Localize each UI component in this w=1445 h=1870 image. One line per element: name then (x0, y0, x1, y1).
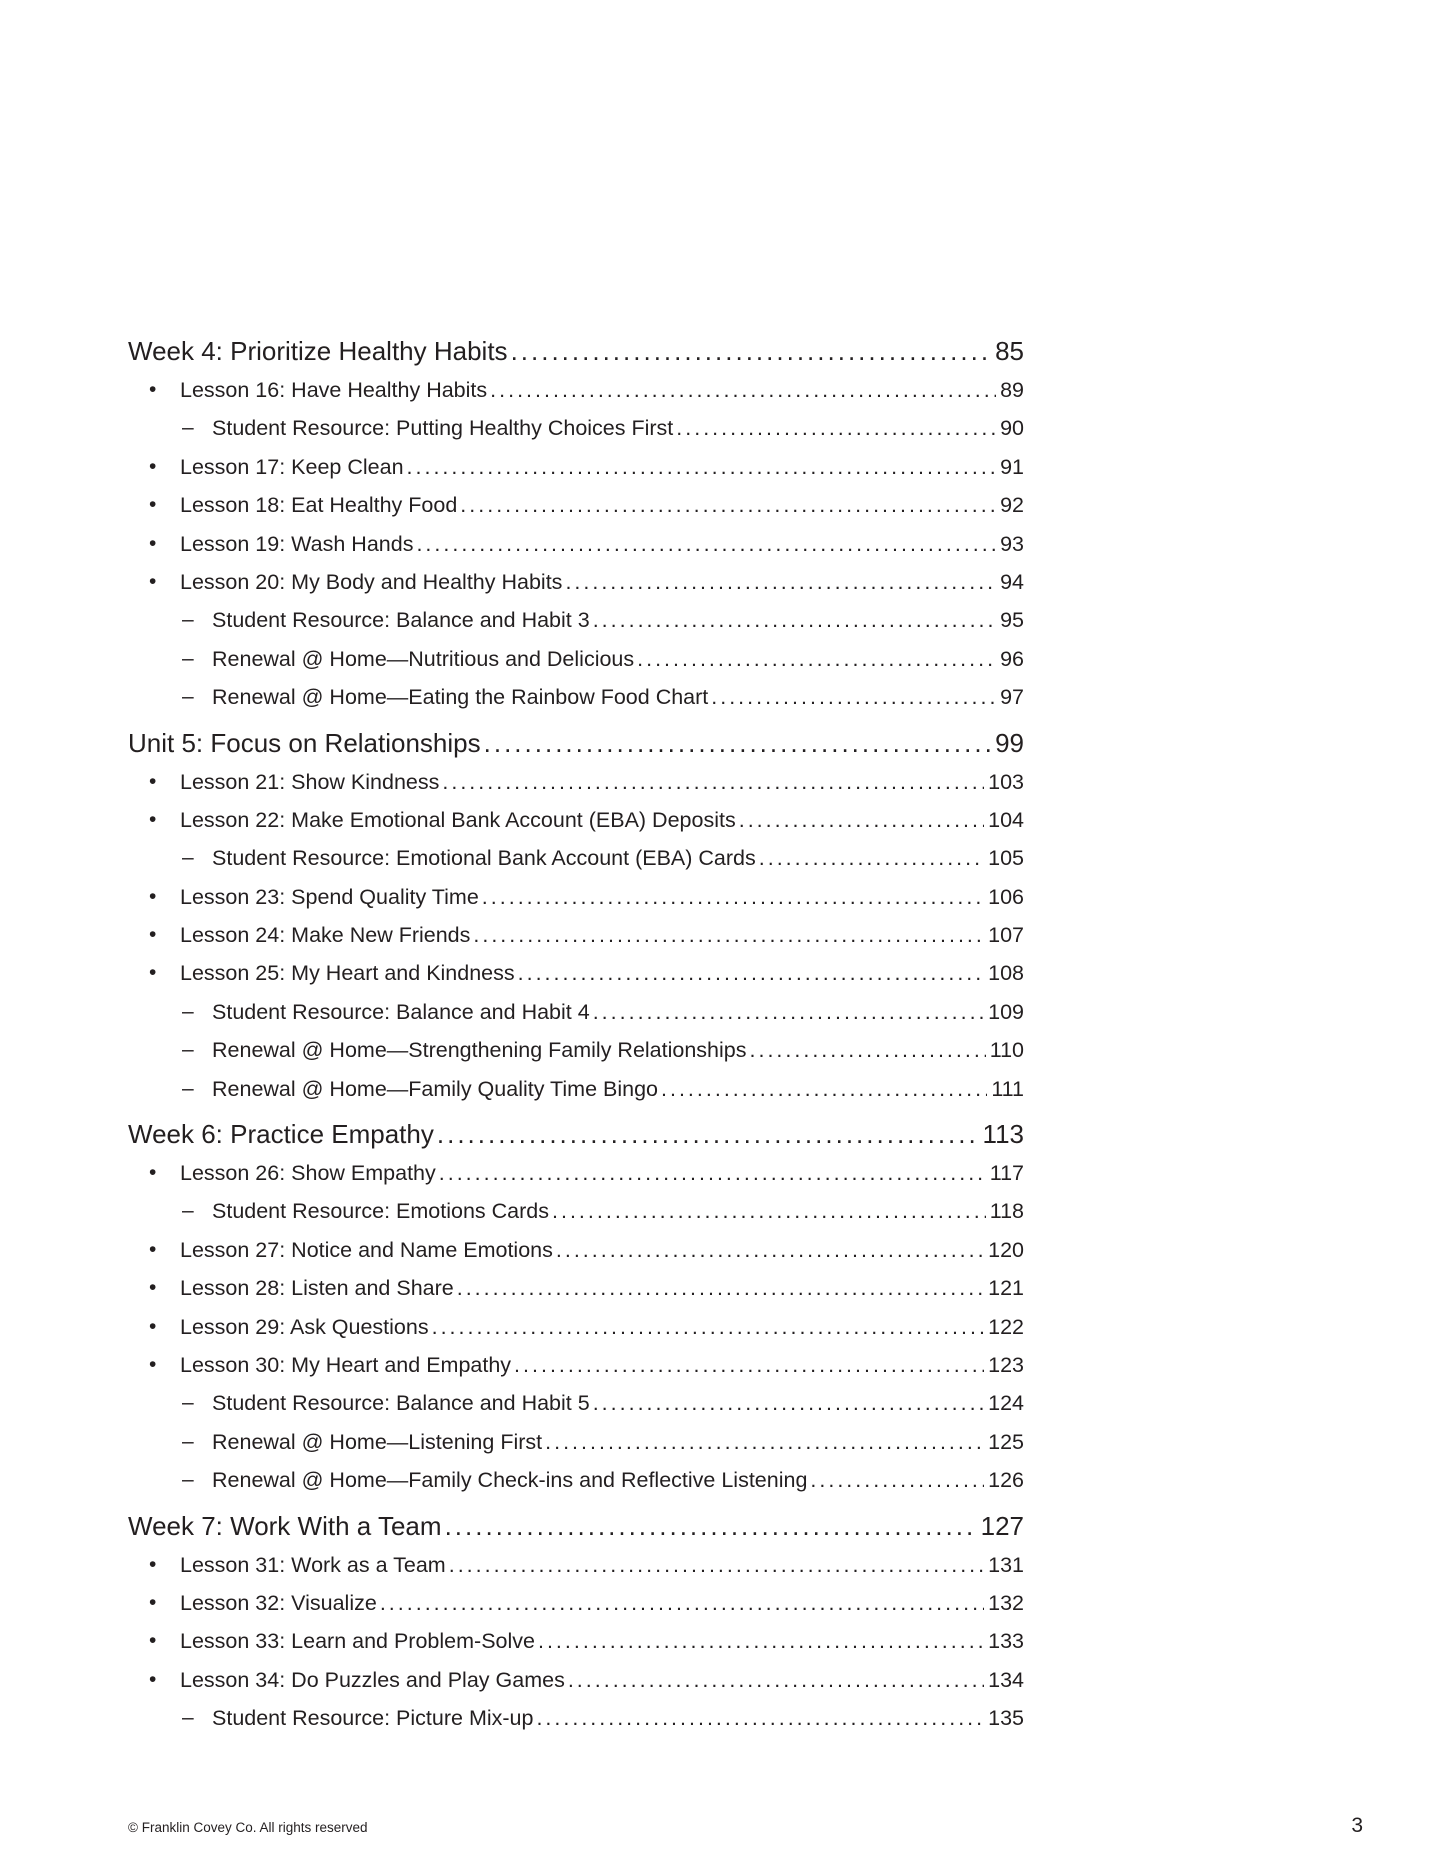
dot-leader (449, 1553, 984, 1578)
toc-resource-entry (128, 1430, 1024, 1468)
toc-entry-title: Lesson 32: Visualize (180, 1590, 377, 1615)
toc-entry-title: Lesson 28: Listen and Share (180, 1276, 454, 1301)
dash-marker: – (182, 1429, 194, 1453)
dot-leader (482, 885, 984, 910)
dot-leader (552, 1199, 986, 1224)
bullet-marker: • (149, 1161, 157, 1185)
toc-entry-page-number: 92 (1000, 493, 1024, 518)
toc-entry-title: Lesson 29: Ask Questions (180, 1314, 429, 1339)
bullet-marker: • (149, 454, 157, 478)
toc-entry-title: Lesson 22: Make Emotional Bank Account (EBA) Deposits (180, 807, 736, 832)
toc-entry-page-number: 124 (988, 1391, 1024, 1416)
toc-section-heading (128, 728, 1024, 770)
dot-leader (593, 608, 996, 633)
toc-lesson-entry (128, 570, 1024, 608)
toc-section-heading (128, 1511, 1024, 1553)
toc-lesson-entry (128, 1238, 1024, 1276)
dot-leader (514, 1353, 984, 1378)
toc-entry-title: Lesson 31: Work as a Team (180, 1552, 446, 1577)
dot-leader (593, 1000, 984, 1025)
toc-entry-title: Renewal @ Home—Family Check-ins and Reflective Listening (212, 1468, 808, 1493)
toc-entry-title: Student Resource: Balance and Habit 5 (212, 1391, 590, 1416)
dash-marker: – (182, 685, 194, 709)
toc-resource-entry (128, 647, 1024, 685)
toc-entry-title: Renewal @ Home—Strengthening Family Relationships (212, 1038, 747, 1063)
dot-leader (445, 1511, 977, 1542)
bullet-marker: • (149, 961, 157, 985)
bullet-marker: • (149, 923, 157, 947)
toc-lesson-entry (128, 1591, 1024, 1629)
toc-entry-title: Unit 5: Focus on Relationships (128, 727, 481, 758)
toc-entry-title: Renewal @ Home—Eating the Rainbow Food Chart (212, 685, 709, 710)
page-number: 3 (1351, 1814, 1363, 1837)
dot-leader (810, 1468, 984, 1493)
toc-entry-page-number: 123 (988, 1352, 1024, 1377)
dot-leader (637, 647, 996, 672)
toc-entry-title: Week 7: Work With a Team (128, 1510, 442, 1541)
toc-entry-page-number: 134 (988, 1667, 1024, 1692)
toc-entry-title: Lesson 19: Wash Hands (180, 531, 414, 556)
toc-resource-entry (128, 416, 1024, 454)
bullet-marker: • (149, 531, 157, 555)
dash-marker: – (182, 1076, 194, 1100)
bullet-marker: • (149, 1629, 157, 1653)
dash-marker: – (182, 846, 194, 870)
dash-marker: – (182, 608, 194, 632)
toc-lesson-entry (128, 1629, 1024, 1667)
dot-leader (750, 1038, 986, 1063)
dash-marker: – (182, 999, 194, 1023)
toc-lesson-entry (128, 770, 1024, 808)
toc-entry-title: Student Resource: Emotional Bank Account (EBA) Cards (212, 846, 756, 871)
toc-entry-title: Week 6: Practice Empathy (128, 1119, 434, 1150)
toc-entry-title: Student Resource: Balance and Habit 4 (212, 999, 590, 1024)
bullet-marker: • (149, 1276, 157, 1300)
toc-section-heading (128, 1119, 1024, 1161)
toc-entry-page-number: 99 (995, 727, 1024, 758)
toc-section-heading (128, 336, 1024, 378)
toc-entry-page-number: 110 (989, 1038, 1024, 1063)
toc-entry-page-number: 95 (1000, 608, 1024, 633)
dot-leader (490, 378, 996, 403)
toc-resource-entry (128, 1468, 1024, 1506)
copyright-notice: © Franklin Covey Co. All rights reserved (128, 1820, 368, 1835)
toc-entry-title: Lesson 24: Make New Friends (180, 923, 471, 948)
bullet-marker: • (149, 1314, 157, 1338)
dash-marker: – (182, 1199, 194, 1223)
toc-lesson-entry (128, 1276, 1024, 1314)
bullet-marker: • (149, 1667, 157, 1691)
toc-resource-entry (128, 1077, 1024, 1115)
toc-lesson-entry (128, 1668, 1024, 1706)
toc-resource-entry (128, 846, 1024, 884)
dot-leader (432, 1315, 985, 1340)
toc-lesson-entry (128, 378, 1024, 416)
dash-marker: – (182, 1706, 194, 1730)
toc-lesson-entry (128, 1161, 1024, 1199)
toc-entry-title: Student Resource: Putting Healthy Choices First (212, 416, 674, 441)
toc-entry-title: Lesson 26: Show Empathy (180, 1161, 436, 1186)
dot-leader (460, 493, 996, 518)
toc-entry-page-number: 113 (982, 1119, 1024, 1150)
toc-entry-title: Lesson 17: Keep Clean (180, 454, 404, 479)
toc-entry-title: Week 4: Prioritize Healthy Habits (128, 336, 508, 366)
dash-marker: – (182, 1468, 194, 1492)
toc-resource-entry (128, 1391, 1024, 1429)
dot-leader (711, 685, 996, 710)
toc-lesson-entry (128, 808, 1024, 846)
toc-entry-title: Lesson 25: My Heart and Kindness (180, 961, 515, 986)
toc-entry-page-number: 127 (980, 1510, 1024, 1541)
toc-entry-page-number: 94 (1000, 569, 1024, 594)
toc-entry-page-number: 122 (988, 1314, 1024, 1339)
dot-leader (473, 923, 984, 948)
dot-leader (661, 1077, 987, 1102)
toc-entry-page-number: 91 (1000, 454, 1024, 479)
toc-entry-title: Lesson 30: My Heart and Empathy (180, 1352, 512, 1377)
toc-entry-page-number: 131 (988, 1552, 1024, 1577)
dash-marker: – (182, 1038, 194, 1062)
table-of-contents (128, 336, 1024, 1745)
toc-entry-page-number: 85 (995, 336, 1024, 366)
bullet-marker: • (149, 378, 157, 401)
dash-marker: – (182, 646, 194, 670)
toc-lesson-entry (128, 1553, 1024, 1591)
toc-entry-title: Lesson 27: Notice and Name Emotions (180, 1237, 553, 1262)
toc-entry-title: Lesson 20: My Body and Healthy Habits (180, 569, 563, 594)
dot-leader (545, 1430, 984, 1455)
dot-leader (593, 1391, 984, 1416)
dot-leader (437, 1119, 979, 1150)
bullet-marker: • (149, 1237, 157, 1261)
toc-lesson-entry (128, 1315, 1024, 1353)
toc-entry-page-number: 120 (988, 1237, 1024, 1262)
dot-leader (380, 1591, 984, 1616)
dot-leader (518, 961, 984, 986)
toc-entry-title: Lesson 16: Have Healthy Habits (180, 378, 488, 402)
dot-leader (565, 570, 996, 595)
toc-entry-page-number: 103 (988, 769, 1024, 794)
dot-leader (739, 808, 984, 833)
toc-lesson-entry (128, 885, 1024, 923)
dot-leader (556, 1238, 984, 1263)
toc-entry-title: Lesson 23: Spend Quality Time (180, 884, 479, 909)
bullet-marker: • (149, 884, 157, 908)
toc-entry-page-number: 125 (988, 1429, 1024, 1454)
toc-entry-title: Student Resource: Balance and Habit 3 (212, 608, 590, 633)
dot-leader (457, 1276, 984, 1301)
toc-entry-page-number: 126 (988, 1468, 1024, 1493)
bullet-marker: • (149, 1352, 157, 1376)
toc-resource-entry (128, 1199, 1024, 1237)
toc-lesson-entry (128, 923, 1024, 961)
toc-lesson-entry (128, 532, 1024, 570)
toc-entry-title: Lesson 21: Show Kindness (180, 769, 440, 794)
toc-resource-entry (128, 685, 1024, 723)
toc-entry-title: Renewal @ Home—Nutritious and Delicious (212, 646, 635, 671)
dot-leader (536, 1706, 984, 1731)
toc-lesson-entry (128, 493, 1024, 531)
toc-entry-title: Renewal @ Home—Listening First (212, 1429, 543, 1454)
toc-entry-page-number: 132 (988, 1590, 1024, 1615)
dot-leader (568, 1668, 984, 1693)
toc-entry-title: Student Resource: Picture Mix-up (212, 1706, 534, 1731)
dot-leader (416, 532, 996, 557)
toc-entry-page-number: 108 (988, 961, 1024, 986)
bullet-marker: • (149, 493, 157, 517)
toc-entry-page-number: 104 (988, 807, 1024, 832)
toc-entry-page-number: 135 (988, 1706, 1024, 1731)
toc-lesson-entry (128, 1353, 1024, 1391)
toc-entry-page-number: 106 (988, 884, 1024, 909)
dot-leader (407, 455, 997, 480)
dot-leader (484, 728, 991, 759)
toc-entry-title: Student Resource: Emotions Cards (212, 1199, 549, 1224)
toc-entry-page-number: 105 (988, 846, 1024, 871)
toc-entry-page-number: 93 (1000, 531, 1024, 556)
toc-entry-page-number: 96 (1000, 646, 1024, 671)
toc-entry-page-number: 107 (988, 923, 1024, 948)
dot-leader (442, 770, 984, 795)
toc-resource-entry (128, 1000, 1024, 1038)
dash-marker: – (182, 416, 194, 440)
toc-entry-page-number: 90 (1000, 416, 1024, 441)
toc-entry-page-number: 111 (991, 1076, 1024, 1101)
toc-entry-page-number: 97 (1000, 685, 1024, 710)
bullet-marker: • (149, 1590, 157, 1614)
toc-entry-title: Lesson 18: Eat Healthy Food (180, 493, 458, 518)
toc-entry-page-number: 121 (988, 1276, 1024, 1301)
dash-marker: – (182, 1391, 194, 1415)
toc-entry-page-number: 118 (989, 1199, 1024, 1224)
dot-leader (538, 1629, 984, 1654)
bullet-marker: • (149, 769, 157, 793)
toc-resource-entry (128, 608, 1024, 646)
dot-leader (676, 416, 996, 441)
toc-entry-page-number: 117 (989, 1161, 1024, 1186)
bullet-marker: • (149, 569, 157, 593)
toc-entry-page-number: 133 (988, 1629, 1024, 1654)
toc-entry-title: Lesson 33: Learn and Problem-Solve (180, 1629, 535, 1654)
toc-entry-page-number: 89 (1000, 378, 1024, 402)
bullet-marker: • (149, 807, 157, 831)
dot-leader (759, 846, 984, 871)
toc-lesson-entry (128, 961, 1024, 999)
dot-leader (511, 336, 992, 367)
bullet-marker: • (149, 1552, 157, 1576)
toc-entry-title: Lesson 34: Do Puzzles and Play Games (180, 1667, 565, 1692)
toc-resource-entry (128, 1706, 1024, 1744)
dot-leader (439, 1161, 986, 1186)
toc-lesson-entry (128, 455, 1024, 493)
toc-entry-page-number: 109 (988, 999, 1024, 1024)
toc-entry-title: Renewal @ Home—Family Quality Time Bingo (212, 1076, 658, 1101)
toc-resource-entry (128, 1038, 1024, 1076)
